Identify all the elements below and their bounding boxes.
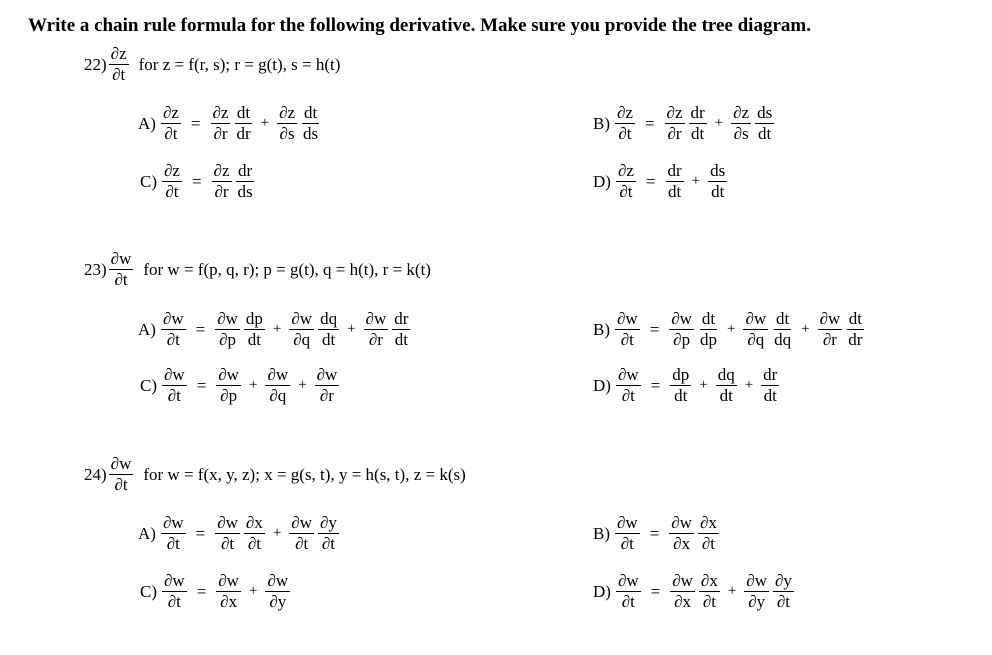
numerator: ∂w: [164, 365, 185, 384]
question-condition: for w = f(x, y, z); x = g(s, t), y = h(s, t), z = k(s): [143, 464, 466, 484]
plus-sign: +: [714, 115, 724, 131]
fraction: [216, 366, 241, 405]
numerator: ∂w: [316, 365, 338, 384]
denominator: ∂t: [221, 534, 235, 553]
answer-option-b[interactable]: [593, 310, 866, 349]
numerator: ∂w: [365, 309, 387, 328]
numerator: ∂z: [164, 161, 180, 180]
numerator: ds: [710, 161, 726, 180]
plus-sign: +: [801, 321, 810, 337]
product-term: [210, 162, 257, 201]
option-letter: C): [140, 375, 157, 395]
denominator: ∂x: [220, 592, 238, 611]
denominator: ∂r: [368, 330, 383, 349]
fraction: [215, 514, 240, 553]
lhs-derivative: [161, 514, 186, 553]
denominator: dq: [774, 330, 792, 349]
answer-option-c[interactable]: [140, 572, 292, 611]
denominator: ∂x: [673, 534, 691, 553]
plus-sign: +: [298, 377, 307, 393]
product-term: [741, 310, 795, 349]
denominator: ∂p: [220, 386, 238, 405]
plus-sign: +: [248, 377, 258, 393]
fraction: [846, 310, 864, 349]
equals-sign: =: [649, 319, 660, 339]
denominator: ∂t: [164, 124, 178, 143]
numerator: ∂z: [733, 103, 750, 122]
denominator: ∂t: [167, 592, 181, 611]
numerator: ∂w: [671, 513, 692, 532]
denominator: dt: [321, 330, 336, 349]
lhs-derivative: [162, 162, 182, 201]
denominator: dr: [848, 330, 863, 349]
fraction: [708, 162, 727, 201]
product-term: [816, 310, 867, 349]
answer-option-c[interactable]: [140, 162, 257, 201]
question-number: 23): [84, 259, 107, 279]
option-letter: D): [593, 581, 611, 601]
fraction: [216, 572, 241, 611]
denominator: ∂t: [776, 592, 790, 611]
equals-sign: =: [196, 581, 207, 601]
product-term: [362, 310, 413, 349]
product-term: [667, 514, 721, 553]
fraction: [669, 514, 694, 553]
product-term: [275, 104, 322, 143]
numerator: ∂z: [617, 103, 633, 122]
denominator: ∂q: [269, 386, 287, 405]
lhs-derivative: [616, 572, 641, 611]
lhs-derivative: [615, 310, 640, 349]
numerator: ∂w: [745, 309, 767, 328]
product-term: [287, 514, 341, 553]
option-letter: A): [138, 523, 156, 543]
denominator: dp: [699, 330, 717, 349]
denominator: ∂t: [321, 534, 335, 553]
question-23: [84, 250, 431, 289]
question-derivative: $\frac{\partial z}{\partial t}$: [110, 44, 127, 84]
denominator: ∂r: [213, 124, 228, 143]
denominator: ∂q: [293, 330, 311, 349]
product-term: [213, 310, 267, 349]
numerator: ∂w: [267, 571, 289, 590]
fraction: [244, 514, 265, 553]
product-term: [664, 162, 686, 201]
denominator: ds: [303, 124, 319, 143]
fraction: [392, 310, 410, 349]
numerator: ∂w: [217, 513, 238, 532]
equals-sign: =: [190, 113, 201, 133]
product-term: [209, 104, 255, 143]
product-term: [668, 366, 693, 405]
fraction: [773, 572, 794, 611]
numerator: dr: [237, 161, 253, 180]
denominator: ∂s: [279, 124, 295, 143]
numerator: ∂w: [162, 309, 184, 328]
fraction: [211, 104, 231, 143]
plus-sign: +: [260, 115, 270, 131]
fraction: [665, 104, 685, 143]
answer-option-a[interactable]: [138, 104, 322, 143]
denominator: ∂y: [748, 592, 766, 611]
denominator: ∂t: [247, 534, 261, 553]
product-term: [714, 366, 739, 405]
equals-sign: =: [195, 523, 206, 543]
denominator: dr: [236, 124, 251, 143]
numerator: dr: [667, 161, 682, 180]
answer-option-d[interactable]: [593, 572, 796, 611]
denominator: dt: [667, 182, 682, 201]
denominator: ∂t: [165, 182, 179, 201]
numerator: dp: [672, 365, 690, 384]
lhs-derivative: [615, 104, 635, 143]
plus-sign: +: [272, 321, 282, 337]
equals-sign: =: [195, 319, 206, 339]
denominator: dt: [674, 386, 688, 405]
equals-sign: =: [650, 581, 661, 601]
denominator: ds: [237, 182, 253, 201]
question-derivative: $\frac{\partial w}{\partial t}$: [110, 454, 132, 494]
answer-option-d[interactable]: [593, 366, 781, 405]
denominator: ∂r: [667, 124, 682, 143]
fraction: [364, 310, 389, 349]
lhs-derivative: [615, 514, 640, 553]
option-letter: B): [593, 319, 610, 339]
numerator: ∂w: [617, 571, 639, 590]
equals-sign: =: [644, 113, 655, 133]
numerator: dt: [848, 309, 862, 328]
question-number: 22): [84, 54, 107, 74]
numerator: ∂y: [774, 571, 792, 590]
fraction: [318, 310, 339, 349]
fraction: [670, 572, 695, 611]
fraction: [755, 104, 774, 143]
numerator: dt: [303, 103, 318, 122]
product-term: [313, 366, 342, 405]
denominator: dt: [719, 386, 733, 405]
fraction: [698, 310, 719, 349]
product-term: [742, 572, 796, 611]
product-term: [287, 310, 341, 349]
lhs-derivative: [161, 104, 181, 143]
plus-sign: +: [272, 525, 282, 541]
numerator: dq: [717, 365, 735, 384]
fraction: [301, 104, 320, 143]
denominator: ∂t: [295, 534, 309, 553]
plus-sign: +: [699, 377, 708, 393]
denominator: ∂p: [673, 330, 691, 349]
fraction: [215, 310, 240, 349]
equals-sign: =: [191, 171, 202, 191]
numerator: ∂z: [213, 161, 230, 180]
product-term: [668, 572, 722, 611]
fraction: [761, 366, 779, 405]
denominator: ∂t: [701, 534, 715, 553]
numerator: dt: [776, 309, 790, 328]
numerator: ∂w: [819, 309, 841, 328]
product-term: [263, 572, 292, 611]
denominator: dt: [758, 124, 772, 143]
question-number: 24): [84, 464, 107, 484]
numerator: ∂w: [617, 309, 638, 328]
numerator: ∂w: [218, 571, 239, 590]
numerator: ∂w: [617, 365, 639, 384]
product-term: [263, 366, 292, 405]
plus-sign: +: [691, 173, 701, 189]
answer-option-b[interactable]: [593, 514, 721, 553]
denominator: dt: [711, 182, 725, 201]
product-term: [663, 104, 709, 143]
fraction: [731, 104, 751, 143]
product-term: [706, 162, 729, 201]
numerator: ∂z: [212, 103, 229, 122]
fraction: [699, 572, 720, 611]
fraction: [670, 366, 691, 405]
option-letter: A): [138, 319, 156, 339]
fraction: [689, 104, 707, 143]
denominator: ∂r: [319, 386, 334, 405]
plus-sign: +: [347, 321, 356, 337]
plus-sign: +: [726, 321, 736, 337]
fraction: [234, 104, 252, 143]
numerator: ∂w: [164, 571, 185, 590]
answer-option-a[interactable]: [138, 514, 341, 553]
lhs-derivative: [162, 366, 187, 405]
fraction: [315, 366, 340, 405]
product-term: [213, 514, 267, 553]
numerator: ∂w: [267, 365, 289, 384]
denominator: ∂y: [269, 592, 287, 611]
answer-option-b[interactable]: [593, 104, 776, 143]
fraction: [666, 162, 684, 201]
answer-option-d[interactable]: [593, 162, 729, 201]
fraction: [277, 104, 297, 143]
equals-sign: =: [196, 375, 207, 395]
numerator: ds: [757, 103, 773, 122]
numerator: dr: [394, 309, 409, 328]
fraction: [289, 514, 314, 553]
denominator: ∂t: [620, 330, 634, 349]
denominator: ∂t: [166, 534, 180, 553]
answer-option-c[interactable]: [140, 366, 341, 405]
fraction: [212, 162, 232, 201]
numerator: ∂z: [617, 161, 634, 180]
fraction: [744, 572, 769, 611]
denominator: dt: [394, 330, 408, 349]
plus-sign: +: [744, 377, 754, 393]
product-term: [214, 366, 243, 405]
equals-sign: =: [649, 523, 660, 543]
numerator: ∂y: [319, 513, 337, 532]
denominator: dt: [763, 386, 777, 405]
option-letter: B): [593, 523, 610, 543]
numerator: ∂z: [162, 103, 179, 122]
numerator: ∂w: [291, 513, 312, 532]
fraction: [244, 310, 265, 349]
denominator: ∂p: [219, 330, 237, 349]
fraction: [289, 310, 314, 349]
numerator: ∂x: [699, 513, 717, 532]
lhs-derivative: [162, 572, 187, 611]
denominator: ∂t: [621, 386, 635, 405]
option-letter: D): [593, 171, 611, 191]
answer-option-a[interactable]: [138, 310, 412, 349]
numerator: ∂w: [162, 513, 184, 532]
question-24: [84, 455, 466, 494]
fraction: [716, 366, 737, 405]
equals-sign: =: [650, 375, 661, 395]
denominator: ∂r: [822, 330, 837, 349]
page-title: Write a chain rule formula for the following derivative. Make sure you provide the tree diagram.: [28, 15, 811, 36]
fraction: [669, 310, 694, 349]
equals-sign: =: [645, 171, 656, 191]
numerator: ∂x: [245, 513, 263, 532]
lhs-derivative: [616, 366, 641, 405]
lhs-derivative: [616, 162, 636, 201]
denominator: ∂t: [166, 330, 180, 349]
denominator: ∂t: [618, 124, 632, 143]
question-condition: for z = f(r, s); r = g(t), s = h(t): [138, 54, 341, 74]
product-term: [729, 104, 776, 143]
product-term: [759, 366, 781, 405]
fraction: [743, 310, 768, 349]
numerator: ∂w: [218, 365, 239, 384]
denominator: ∂q: [747, 330, 765, 349]
option-letter: C): [140, 581, 157, 601]
fraction: [818, 310, 843, 349]
denominator: ∂t: [619, 182, 633, 201]
numerator: ∂w: [291, 309, 313, 328]
product-term: [214, 572, 243, 611]
numerator: ∂w: [672, 571, 693, 590]
fraction: [265, 572, 290, 611]
numerator: dq: [320, 309, 338, 328]
numerator: ∂z: [666, 103, 683, 122]
numerator: dt: [236, 103, 251, 122]
fraction: [698, 514, 719, 553]
plus-sign: +: [248, 583, 258, 599]
option-letter: C): [140, 171, 157, 191]
question-condition: for w = f(p, q, r); p = g(t), q = h(t), r = k(t): [143, 259, 431, 279]
denominator: ∂r: [214, 182, 229, 201]
product-term: [667, 310, 721, 349]
denominator: ∂x: [674, 592, 692, 611]
numerator: ∂w: [617, 513, 638, 532]
question-22: [84, 45, 340, 84]
denominator: dt: [247, 330, 262, 349]
option-letter: B): [593, 113, 610, 133]
denominator: ∂t: [167, 386, 181, 405]
option-letter: A): [138, 113, 156, 133]
denominator: ∂t: [621, 592, 635, 611]
fraction: [236, 162, 255, 201]
numerator: ∂w: [217, 309, 238, 328]
numerator: dp: [245, 309, 263, 328]
fraction: [772, 310, 793, 349]
numerator: ∂w: [746, 571, 767, 590]
numerator: dt: [701, 309, 716, 328]
denominator: ∂t: [620, 534, 634, 553]
numerator: dr: [690, 103, 705, 122]
lhs-derivative: [161, 310, 186, 349]
fraction: [265, 366, 290, 405]
numerator: ∂w: [671, 309, 692, 328]
numerator: ∂x: [700, 571, 718, 590]
denominator: dt: [690, 124, 705, 143]
fraction: [318, 514, 339, 553]
plus-sign: +: [727, 583, 737, 599]
question-derivative: $\frac{\partial w}{\partial t}$: [110, 249, 132, 289]
denominator: ∂s: [733, 124, 749, 143]
numerator: ∂z: [279, 103, 296, 122]
numerator: dr: [763, 365, 778, 384]
option-letter: D): [593, 375, 611, 395]
denominator: ∂t: [702, 592, 716, 611]
